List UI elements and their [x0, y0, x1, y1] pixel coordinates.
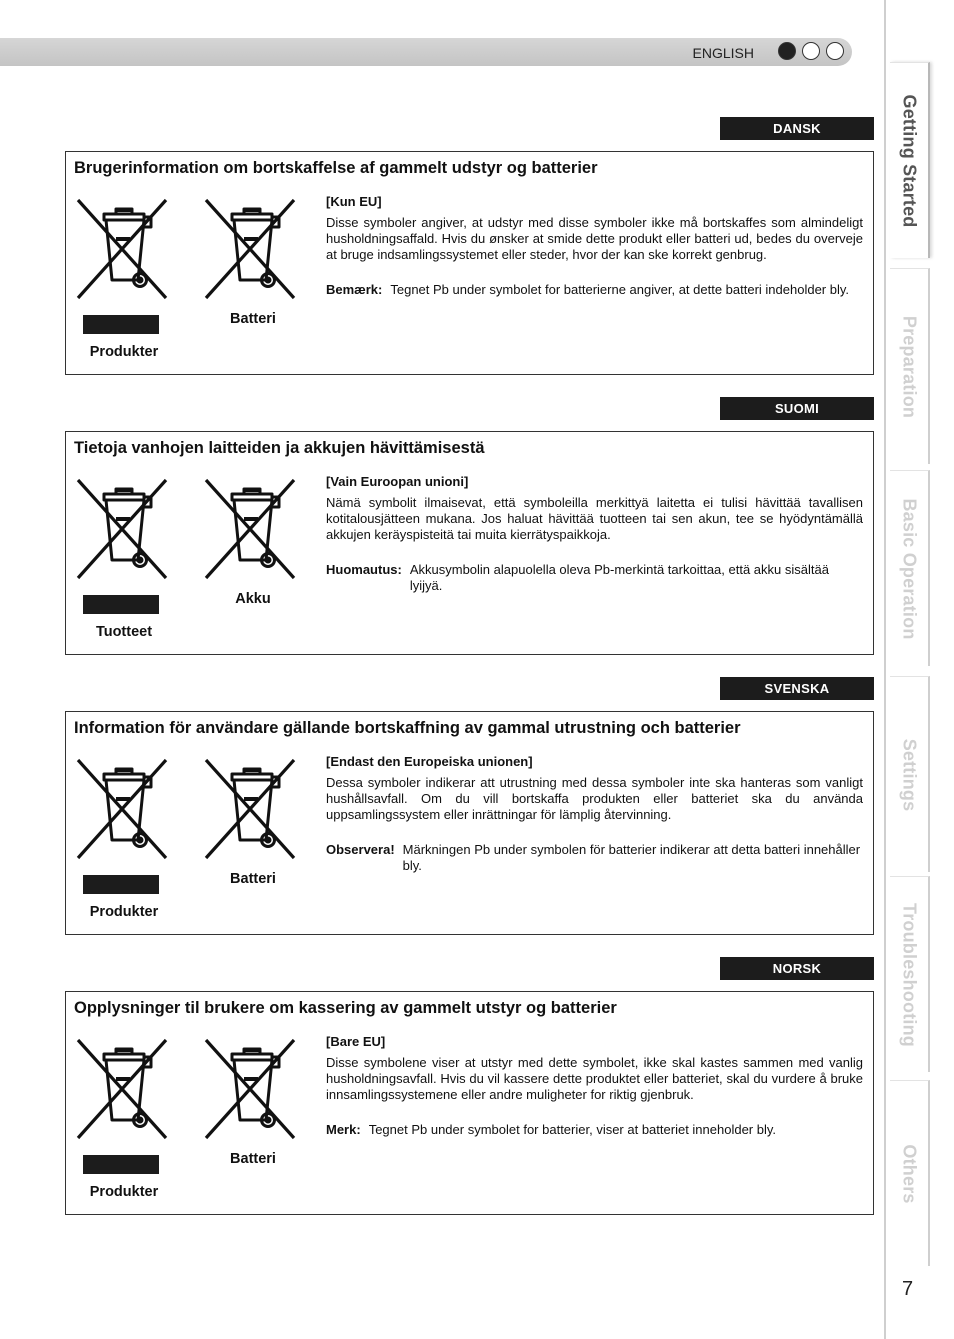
weee-bin-battery-icon: [200, 194, 300, 302]
section-tag-norsk: NORSK: [720, 957, 874, 980]
weee-bin-battery-icon: [200, 474, 300, 582]
battery-label: Batteri: [230, 1151, 276, 1167]
note-label: Merk:: [326, 1122, 361, 1137]
note: [326, 282, 863, 298]
indicator-dot: [826, 42, 844, 60]
body-text: Disse symbolene viser at utstyr med dette symbolet, ikke skal kastes sammen med vanlig husholdningsavfall. Hvis du vil kassere dette produktet eller batteriet, skal du vurdere å bruke innsamlingssystemene eller andre muligheter for riktig gjenbruk.: [326, 1055, 863, 1102]
indicator-dot-active: [778, 42, 796, 60]
weee-bin-battery-icon: [200, 754, 300, 862]
body-text: Disse symboler angiver, at udstyr med disse symboler ikke må bortskaffes som almindeligt husholdningsaffald. Hvis du ønsker at smide dette produkt eller batteri ud, bedes du overveje at bruge indsamlingssystemet eller steder, hvor der kan ske korrekt genbrug.: [326, 215, 863, 262]
section-tag-svenska: SVENSKA: [720, 677, 874, 700]
section-title: Tietoja vanhojen laitteiden ja akkujen hävittämisestä: [74, 439, 485, 457]
note: [326, 842, 863, 874]
region-heading: [Vain Euroopan unioni]: [326, 474, 469, 489]
tab-getting-started[interactable]: Getting Started: [890, 62, 930, 258]
region-heading: [Endast den Europeiska unionen]: [326, 754, 533, 769]
weee-bin-icon: [72, 474, 172, 582]
battery-label: Batteri: [230, 871, 276, 887]
region-heading: [Bare EU]: [326, 1034, 386, 1049]
black-bar-mark: [83, 595, 159, 614]
note-label: Observera!: [326, 842, 395, 857]
weee-bin-icon: [72, 194, 172, 302]
indicator-dot: [802, 42, 820, 60]
tab-preparation[interactable]: Preparation: [890, 268, 930, 464]
section-text: [326, 1034, 863, 1138]
products-label: Produkter: [89, 904, 159, 920]
language-label: ENGLISH: [692, 45, 754, 61]
note-text: Tegnet Pb under symbolet for batterierne angiver, at dette batteri indeholder bly.: [390, 282, 850, 297]
region-heading: [Kun EU]: [326, 194, 382, 209]
battery-label: Batteri: [230, 311, 276, 327]
note: [326, 562, 863, 594]
section-suomi: [65, 431, 874, 655]
body-text: Dessa symboler indikerar att utrustning med dessa symboler inte ska hanteras som vanligt hushållsavfall. Om du vill bortskaffa produkten eller batteriet ska du använda uppsamlingssystem eller inrättningar för lämplig återvinning.: [326, 775, 863, 822]
section-text: [326, 194, 863, 298]
weee-bin-battery-icon: [200, 1034, 300, 1142]
tab-others[interactable]: Others: [890, 1080, 930, 1266]
section-title: Brugerinformation om bortskaffelse af gammelt udstyr og batterier: [74, 159, 598, 177]
section-tag-suomi: SUOMI: [720, 397, 874, 420]
products-label: Produkter: [89, 344, 159, 360]
note-label: Bemærk:: [326, 282, 383, 297]
section-tag-dansk: DANSK: [720, 117, 874, 140]
battery-label: Akku: [235, 591, 271, 607]
section-text: [326, 754, 863, 874]
sidebar-divider: [884, 0, 886, 1339]
products-label: Tuotteet: [95, 624, 153, 640]
note-text: Akkusymbolin alapuolella oleva Pb-merkintä tarkoittaa, että akku sisältää lyijyä.: [409, 562, 829, 593]
tab-settings[interactable]: Settings: [890, 676, 930, 872]
header-bar: [0, 38, 852, 66]
page-number: 7: [902, 1278, 914, 1300]
section-dansk: [65, 151, 874, 375]
language-indicator: [778, 42, 844, 60]
products-label: Produkter: [89, 1184, 159, 1200]
black-bar-mark: [83, 1155, 159, 1174]
note-text: Tegnet Pb under symbolet for batterier, viser at batteriet inneholder bly.: [368, 1122, 777, 1137]
tab-basic-operation[interactable]: Basic Operation: [890, 470, 930, 666]
body-text: Nämä symbolit ilmaisevat, että symboleilla merkittyä laitetta ei tulisi hävittää tavallisen kotitalousjätteen mukana. Jos haluat hävittää tuotteen tai sen akun, tee se hyödyntämällä akkujen keräyspisteitä tai muita kierrätyspaikkoja.: [326, 495, 863, 542]
weee-bin-icon: [72, 1034, 172, 1142]
black-bar-mark: [83, 875, 159, 894]
black-bar-mark: [83, 315, 159, 334]
note-text: Märkningen Pb under symbolen för batterier indikerar att detta batteri innehåller bly.: [402, 842, 861, 873]
section-title: Opplysninger til brukere om kassering av gammelt utstyr og batterier: [74, 999, 617, 1017]
tab-troubleshooting[interactable]: Troubleshooting: [890, 876, 930, 1072]
section-svenska: [65, 711, 874, 935]
weee-bin-icon: [72, 754, 172, 862]
note: [326, 1122, 863, 1138]
note-label: Huomautus:: [326, 562, 402, 577]
section-title: Information för användare gällande bortskaffning av gammal utrustning och batterier: [74, 719, 741, 737]
section-text: [326, 474, 863, 594]
section-norsk: [65, 991, 874, 1215]
